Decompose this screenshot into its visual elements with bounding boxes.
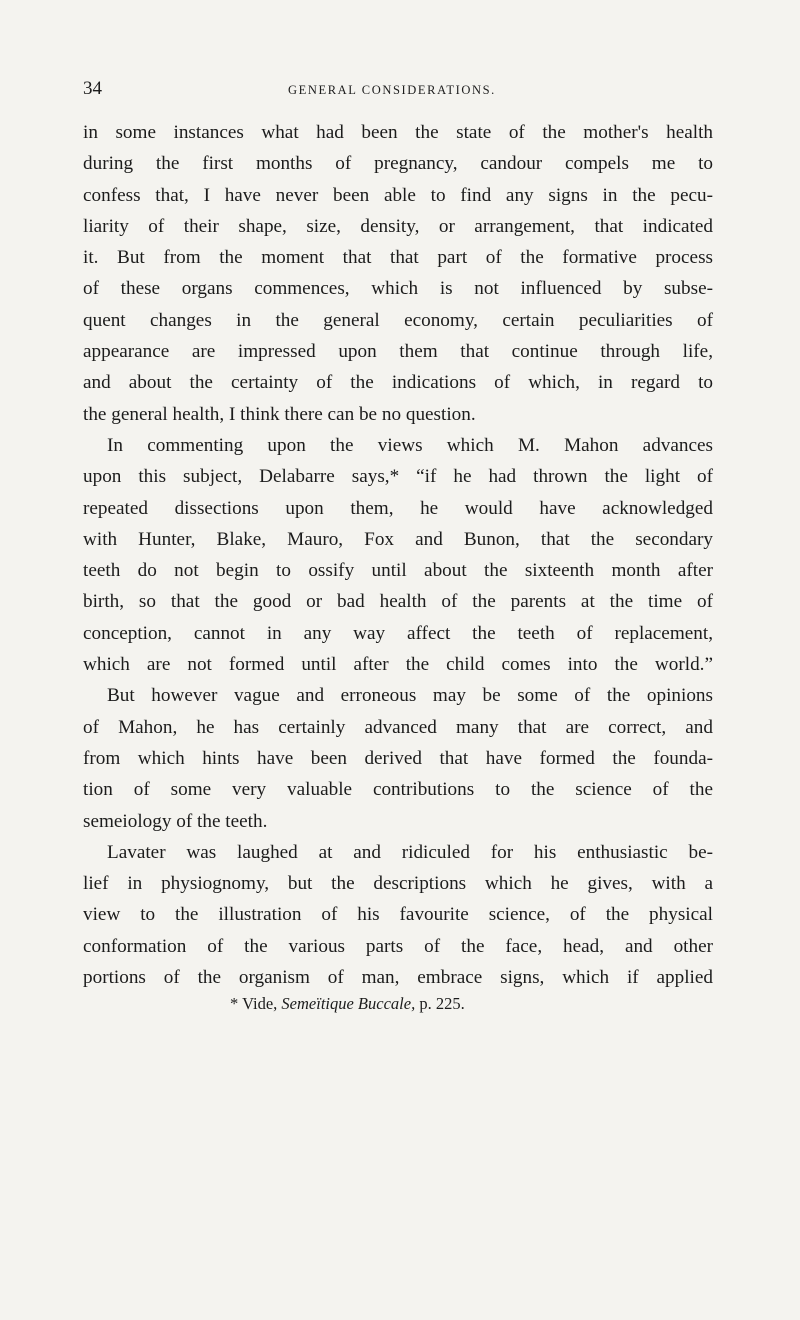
text-line: it. But from the moment that that part of the formative process [83,247,713,269]
text-line: quent changes in the general economy, certain peculiarities of [83,309,713,331]
text-line: conception, cannot in any way affect the teeth of replacement, [83,622,713,644]
footnote [230,994,465,1014]
page-number: 34 [83,78,102,99]
text-line: portions of the organism of man, embrace signs, which if applied [83,967,713,989]
running-head [83,78,713,100]
text-line: upon this subject, Delabarre says,* “if he had thrown the light of [83,466,713,488]
body-text [83,117,713,993]
text-line: during the first months of pregnancy, candour compels me to [83,153,713,175]
footnote-title: Semeïtique Buccale, [281,994,416,1013]
text-line: birth, so that the good or bad health of the parents at the time of [83,591,713,613]
text-line: lief in physiognomy, but the descriptions which he gives, with a [83,873,713,895]
text-line: which are not formed until after the child comes into the world.” [83,654,713,676]
running-title: GENERAL CONSIDERATIONS. [288,83,496,97]
footnote-prefix: * Vide, [230,994,282,1013]
text-line: view to the illustration of his favourite science, of the physical [83,904,713,926]
text-line: of Mahon, he has certainly advanced many that are correct, and [83,716,713,738]
text-line: liarity of their shape, size, density, or arrangement, that indicated [83,215,713,237]
text-line: confess that, I have never been able to find any signs in the pecu- [83,184,713,206]
text-line: tion of some very valuable contributions to the science of the [83,779,713,801]
text-line: teeth do not begin to ossify until about the sixteenth month after [83,560,713,582]
text-line: appearance are impressed upon them that continue through life, [83,341,713,363]
text-line: from which hints have been derived that have formed the founda- [83,747,713,769]
text-line: and about the certainty of the indications of which, in regard to [83,372,713,394]
text-line: Lavater was laughed at and ridiculed for his enthusiastic be- [107,841,713,863]
text-line: In commenting upon the views which M. Mahon advances [107,434,713,456]
text-line: in some instances what had been the state of the mother's health [83,122,713,143]
footnote-page-ref: p. 225. [415,994,465,1013]
text-line: But however vague and erroneous may be some of the opinions [107,685,713,707]
text-line: the general health, I think there can be no question. [83,403,476,425]
text-line: with Hunter, Blake, Mauro, Fox and Bunon, that the secondary [83,528,713,550]
text-line: conformation of the various parts of the face, head, and other [83,935,713,957]
text-line: of these organs commences, which is not influenced by subse- [83,278,713,300]
text-line: repeated dissections upon them, he would have acknowledged [83,497,713,519]
text-line: semeiology of the teeth. [83,810,268,832]
